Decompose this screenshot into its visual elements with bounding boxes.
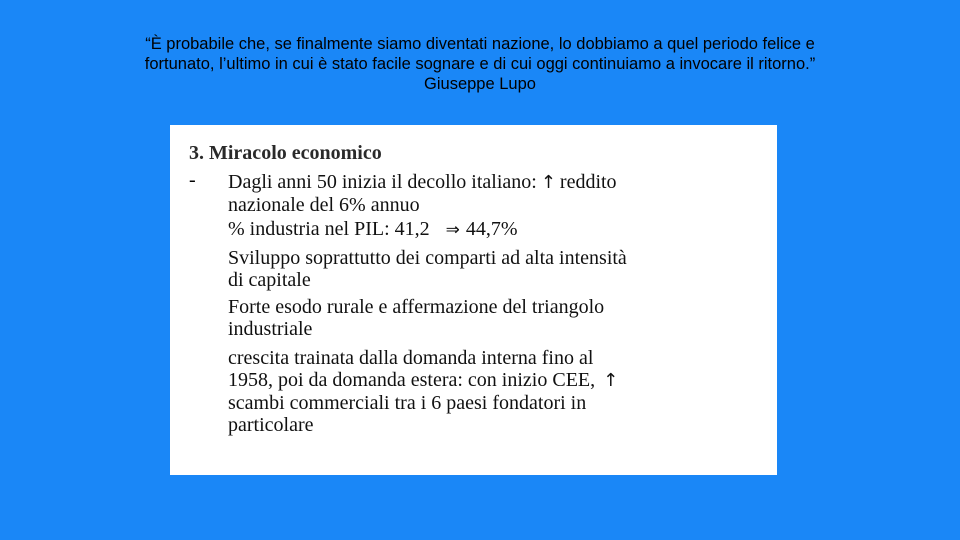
list-item-line: industriale: [228, 318, 313, 340]
up-arrow-icon: ↑: [540, 172, 556, 193]
list-item-text: reddito: [559, 171, 617, 193]
list-item-text: 44,7%: [465, 218, 518, 240]
quote-line-2: fortunato, l’ultimo in cui è stato facile sognare e di cui oggi continuiamo a invocare il ritorno.”: [144, 55, 816, 73]
list-item-text: 1958, poi da domanda estera: con inizio CEE,: [228, 369, 596, 391]
quote: [40, 34, 920, 94]
list-item-line: [228, 171, 617, 194]
bullet-dash: -: [189, 169, 196, 191]
slide-title: 3. Miracolo economico: [189, 142, 382, 164]
list-item-sviluppo: [228, 247, 627, 291]
list-item-line: nazionale del 6% annuo: [228, 194, 420, 216]
quote-author: Giuseppe Lupo: [424, 75, 536, 93]
list-item-text: Dagli anni 50 inizia il decollo italiano:: [228, 171, 537, 193]
up-arrow-icon: ↑: [603, 370, 619, 391]
slide-image: [170, 125, 777, 475]
list-item-line: [228, 369, 622, 392]
list-item-industria-pil: [228, 218, 518, 241]
list-item-line: particolare: [228, 414, 314, 436]
list-item-decollo: [228, 171, 617, 216]
quote-line-1: “È probabile che, se finalmente siamo diventati nazione, lo dobbiamo a quel periodo felice e: [145, 35, 815, 53]
list-item-line: Sviluppo soprattutto dei comparti ad alta intensità: [228, 247, 627, 269]
implies-arrow-icon: ⇒: [445, 220, 460, 240]
list-item-line: scambi commerciali tra i 6 paesi fondatori in: [228, 392, 587, 414]
list-item-line: [228, 218, 518, 241]
list-item-line: di capitale: [228, 269, 311, 291]
list-item-crescita: [228, 347, 622, 436]
list-item-text: % industria nel PIL: 41,2: [228, 218, 430, 240]
list-item-esodo-rurale: [228, 296, 604, 340]
list-item-line: Forte esodo rurale e affermazione del triangolo: [228, 296, 605, 318]
list-item-line: crescita trainata dalla domanda interna fino al: [228, 347, 594, 369]
